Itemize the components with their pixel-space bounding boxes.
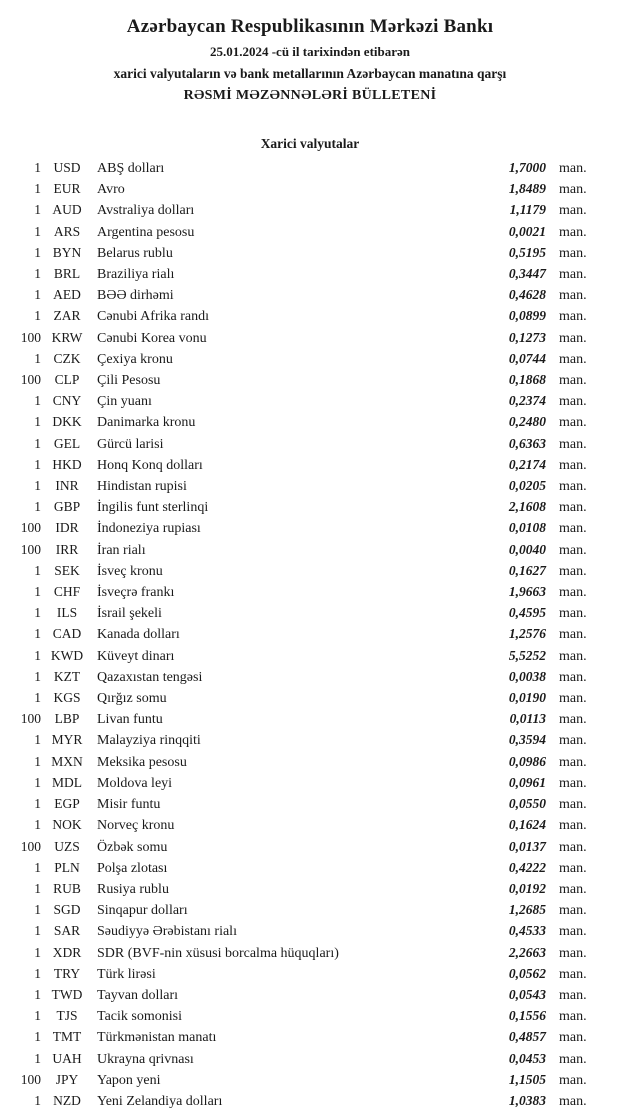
quantity-cell: 100	[20, 1071, 41, 1087]
table-row	[11, 773, 593, 794]
quantity-cell: 1	[34, 499, 41, 515]
quantity-cell: 1	[34, 774, 41, 790]
rate-value-cell: 1,2685	[508, 902, 546, 918]
currency-code-cell: HKD	[52, 456, 82, 472]
currency-name-cell: Tacik somonisi	[97, 1009, 182, 1025]
currency-code-cell: TRY	[53, 965, 81, 981]
rate-value-cell: 0,0192	[508, 880, 546, 896]
currency-name-cell: Türk lirəsi	[97, 966, 156, 982]
currency-code-cell: TMT	[52, 1029, 82, 1045]
unit-cell: man.	[559, 245, 587, 261]
bank-name-title: Azərbaycan Respublikasının Mərkəzi Bankı	[126, 16, 494, 37]
quantity-cell: 100	[20, 541, 41, 557]
currency-code-cell: BYN	[52, 244, 82, 260]
rate-value-cell: 0,4222	[508, 859, 546, 875]
currency-code-cell: INR	[55, 478, 79, 494]
rate-value-cell: 0,0744	[508, 350, 546, 366]
effective-date-line: 25.01.2024 -cü il tarixindən etibarən	[209, 44, 411, 59]
currency-name-cell: İran rialı	[97, 542, 146, 558]
currency-code-cell: MYR	[51, 732, 83, 748]
quantity-cell: 100	[20, 329, 41, 345]
table-row	[11, 624, 593, 645]
currency-name-cell: İndoneziya rupiası	[97, 521, 201, 537]
rate-value-cell: 0,4533	[508, 923, 546, 939]
table-row	[11, 709, 593, 730]
quantity-cell: 1	[34, 817, 41, 833]
rate-value-cell: 0,3447	[508, 266, 546, 282]
table-row	[11, 370, 593, 391]
scope-line: xarici valyutaların və bank metallarının Azərbaycan manatına qarşı	[113, 66, 507, 81]
table-row	[11, 646, 593, 667]
table-row	[11, 179, 593, 200]
currency-code-cell: KZT	[53, 668, 81, 684]
rate-value-cell: 0,0961	[508, 774, 546, 790]
rate-value-cell: 0,1556	[508, 1008, 546, 1024]
unit-cell: man.	[559, 839, 587, 855]
currency-name-cell: Meksika pesosu	[97, 754, 187, 770]
currency-name-cell: İsrail şekeli	[97, 606, 162, 622]
table-row	[11, 667, 593, 688]
rate-value-cell: 0,4628	[508, 287, 546, 303]
table-row	[11, 582, 593, 603]
quantity-cell: 100	[20, 372, 41, 388]
rate-value-cell: 1,8489	[508, 181, 546, 197]
rate-value-cell: 0,0453	[508, 1050, 546, 1066]
quantity-cell: 1	[34, 732, 41, 748]
currency-code-cell: BRL	[53, 266, 81, 282]
currency-name-cell: Misir funtu	[97, 797, 161, 813]
quantity-cell: 1	[34, 1092, 41, 1108]
unit-cell: man.	[559, 479, 587, 495]
currency-code-cell: CAD	[52, 626, 82, 642]
currency-name-cell: Qazaxıstan tengəsi	[97, 669, 203, 685]
quantity-cell: 1	[34, 880, 41, 896]
currency-name-cell: Rusiya rublu	[97, 881, 169, 897]
currency-name-cell: Çili Pesosu	[97, 373, 161, 389]
quantity-cell: 1	[34, 244, 41, 260]
currency-code-cell: NZD	[53, 1092, 81, 1108]
unit-cell: man.	[559, 733, 587, 749]
rate-value-cell: 0,1868	[508, 372, 546, 388]
quantity-cell: 1	[34, 478, 41, 494]
currency-code-cell: SEK	[54, 562, 80, 578]
currency-name-cell: BƏƏ dirhəmi	[97, 288, 174, 304]
currency-name-cell: Argentina pesosu	[97, 224, 195, 240]
table-row	[11, 688, 593, 709]
currency-name-cell: Malayziya rinqqiti	[97, 733, 201, 749]
quantity-cell: 1	[34, 690, 41, 706]
quantity-cell: 1	[34, 223, 41, 239]
currency-code-cell: PLN	[54, 859, 80, 875]
rate-value-cell: 0,0040	[508, 541, 546, 557]
table-row	[11, 349, 593, 370]
quantity-cell: 1	[34, 902, 41, 918]
table-row	[11, 285, 593, 306]
table-row	[11, 455, 593, 476]
currency-code-cell: MDL	[52, 774, 82, 790]
table-row	[11, 391, 593, 412]
rate-value-cell: 0,0899	[508, 308, 546, 324]
currency-code-cell: NOK	[52, 817, 82, 833]
unit-cell: man.	[559, 1009, 587, 1025]
quantity-cell: 1	[34, 923, 41, 939]
unit-cell: man.	[559, 606, 587, 622]
currency-name-cell: Özbək somu	[97, 839, 168, 855]
table-row	[11, 943, 593, 964]
currency-code-cell: EGP	[54, 796, 80, 812]
table-row	[11, 1070, 593, 1091]
currency-name-cell: Küveyt dinarı	[97, 648, 175, 664]
unit-cell: man.	[559, 860, 587, 876]
section-title-foreign-currencies: Xarici valyutalar	[260, 136, 360, 151]
unit-cell: man.	[559, 267, 587, 283]
quantity-cell: 100	[20, 520, 41, 536]
rate-value-cell: 0,0021	[508, 223, 546, 239]
currency-code-cell: LBP	[54, 711, 80, 727]
quantity-cell: 1	[34, 562, 41, 578]
currency-name-cell: Yeni Zelandiya dolları	[97, 1093, 223, 1109]
rate-value-cell: 1,7000	[508, 160, 546, 175]
quantity-cell: 1	[34, 668, 41, 684]
quantity-cell: 1	[34, 393, 41, 409]
quantity-cell: 1	[34, 266, 41, 282]
currency-name-cell: İsveçrə frankı	[97, 585, 175, 601]
currency-code-cell: JPY	[55, 1071, 79, 1087]
rate-value-cell: 0,0562	[508, 965, 546, 981]
rate-value-cell: 0,0108	[508, 520, 546, 536]
unit-cell: man.	[559, 542, 587, 558]
unit-cell: man.	[559, 161, 587, 176]
rate-value-cell: 0,4595	[508, 605, 546, 621]
currency-name-cell: Səudiyyə Ərəbistanı rialı	[97, 924, 237, 940]
bulletin-title: RƏSMİ MƏZƏNNƏLƏRİ BÜLLETENİ	[183, 88, 437, 103]
quantity-cell: 1	[34, 605, 41, 621]
unit-cell: man.	[559, 987, 587, 1003]
table-row	[11, 837, 593, 858]
currency-name-cell: Tayvan dolları	[97, 987, 179, 1003]
unit-cell: man.	[559, 966, 587, 982]
table-row	[11, 243, 593, 264]
currency-code-cell: TJS	[56, 1008, 78, 1024]
currency-name-cell: Çin yuanı	[97, 394, 152, 410]
unit-cell: man.	[559, 648, 587, 664]
unit-cell: man.	[559, 500, 587, 516]
table-row	[11, 879, 593, 900]
quantity-cell: 1	[34, 435, 41, 451]
quantity-cell: 100	[20, 838, 41, 854]
unit-cell: man.	[559, 563, 587, 579]
rate-value-cell: 0,2174	[508, 456, 546, 472]
rate-value-cell: 2,1608	[508, 499, 546, 515]
currency-name-cell: Danimarka kronu	[97, 415, 196, 431]
currency-code-cell: KWD	[50, 647, 84, 663]
quantity-cell: 1	[34, 584, 41, 600]
currency-code-cell: AED	[53, 287, 81, 303]
unit-cell: man.	[559, 924, 587, 940]
unit-cell: man.	[559, 309, 587, 325]
currency-code-cell: USD	[53, 160, 81, 175]
table-row	[11, 1027, 593, 1048]
currency-name-cell: ABŞ dolları	[97, 161, 165, 176]
currency-name-cell: Belarus rublu	[97, 245, 173, 261]
currency-code-cell: ILS	[56, 605, 78, 621]
table-row	[11, 434, 593, 455]
table-row	[11, 561, 593, 582]
quantity-cell: 1	[34, 944, 41, 960]
rate-value-cell: 1,0383	[508, 1092, 546, 1108]
currency-name-cell: Cənubi Afrika randı	[97, 309, 209, 325]
table-row	[11, 964, 593, 985]
table-row	[11, 497, 593, 518]
table-row	[11, 921, 593, 942]
currency-code-cell: MXN	[51, 753, 83, 769]
quantity-cell: 1	[34, 181, 41, 197]
unit-cell: man.	[559, 945, 587, 961]
currency-name-cell: Ukrayna qrivnası	[97, 1051, 194, 1067]
currency-name-cell: Honq Konq dolları	[97, 457, 203, 473]
currency-name-cell: Kanada dolları	[97, 627, 180, 643]
table-row	[11, 858, 593, 879]
table-row	[11, 900, 593, 921]
unit-cell: man.	[559, 881, 587, 897]
table-row	[11, 328, 593, 349]
unit-cell: man.	[559, 1051, 587, 1067]
quantity-cell: 1	[34, 753, 41, 769]
rate-value-cell: 0,6363	[508, 435, 546, 451]
currency-name-cell: Hindistan rupisi	[97, 479, 187, 495]
rate-value-cell: 0,0113	[509, 711, 546, 727]
table-row	[11, 412, 593, 433]
currency-code-cell: CZK	[53, 350, 81, 366]
quantity-cell: 1	[34, 1050, 41, 1066]
quantity-cell: 1	[34, 414, 41, 430]
unit-cell: man.	[559, 394, 587, 410]
currency-name-cell: SDR (BVF-nin xüsusi borcalma hüquqları)	[97, 945, 339, 961]
table-row	[11, 794, 593, 815]
currency-code-cell: TWD	[51, 986, 83, 1002]
currency-code-cell: KGS	[53, 690, 81, 706]
unit-cell: man.	[559, 351, 587, 367]
rate-value-cell: 0,1624	[508, 817, 546, 833]
rate-value-cell: 0,0986	[508, 753, 546, 769]
currency-code-cell: CNY	[52, 393, 82, 409]
unit-cell: man.	[559, 415, 587, 431]
rate-value-cell: 1,1179	[509, 202, 546, 218]
currency-name-cell: Norveç kronu	[97, 818, 175, 834]
unit-cell: man.	[559, 627, 587, 643]
rate-value-cell: 0,2374	[508, 393, 546, 409]
unit-cell: man.	[559, 330, 587, 346]
table-row	[11, 158, 593, 179]
currency-name-cell: Livan funtu	[97, 712, 163, 728]
rate-value-cell: 0,4857	[508, 1029, 546, 1045]
unit-cell: man.	[559, 457, 587, 473]
quantity-cell: 1	[34, 456, 41, 472]
rate-value-cell: 0,1273	[508, 329, 546, 345]
quantity-cell: 1	[34, 986, 41, 1002]
currency-code-cell: IDR	[55, 520, 79, 536]
unit-cell: man.	[559, 818, 587, 834]
table-row	[11, 264, 593, 285]
rate-value-cell: 0,3594	[508, 732, 546, 748]
table-row	[11, 752, 593, 773]
unit-cell: man.	[559, 712, 587, 728]
rate-value-cell: 0,1627	[508, 562, 546, 578]
currency-code-cell: IRR	[55, 541, 79, 557]
rate-value-cell: 0,0190	[508, 690, 546, 706]
quantity-cell: 1	[34, 287, 41, 303]
unit-cell: man.	[559, 224, 587, 240]
unit-cell: man.	[559, 691, 587, 707]
currency-code-cell: SAR	[53, 923, 81, 939]
unit-cell: man.	[559, 1072, 587, 1088]
currency-code-cell: ZAR	[53, 308, 81, 324]
currency-code-cell: ARS	[53, 223, 81, 239]
quantity-cell: 1	[34, 1008, 41, 1024]
rate-value-cell: 0,0543	[508, 986, 546, 1002]
currency-name-cell: Qırğız somu	[97, 691, 167, 707]
rate-value-cell: 0,0205	[508, 478, 546, 494]
currency-name-cell: Yapon yeni	[97, 1072, 161, 1088]
quantity-cell: 100	[20, 711, 41, 727]
currency-name-cell: Polşa zlotası	[97, 860, 168, 876]
rate-value-cell: 2,2663	[508, 944, 546, 960]
currency-code-cell: SGD	[53, 902, 81, 918]
rate-value-cell: 0,0137	[508, 838, 546, 854]
unit-cell: man.	[559, 436, 587, 452]
currency-name-cell: Çexiya kronu	[97, 351, 173, 367]
unit-cell: man.	[559, 288, 587, 304]
currency-name-cell: Sinqapur dolları	[97, 903, 188, 919]
currency-code-cell: RUB	[53, 880, 81, 896]
currency-code-cell: AUD	[52, 202, 82, 218]
rate-value-cell: 1,1505	[508, 1071, 546, 1087]
currency-code-cell: GEL	[53, 435, 81, 451]
quantity-cell: 1	[34, 626, 41, 642]
table-row	[11, 540, 593, 561]
table-row	[11, 476, 593, 497]
rate-value-cell: 1,2576	[508, 626, 546, 642]
quantity-cell: 1	[34, 160, 41, 175]
currency-code-cell: DKK	[52, 414, 82, 430]
unit-cell: man.	[559, 903, 587, 919]
unit-cell: man.	[559, 182, 587, 198]
currency-name-cell: Avstraliya dolları	[97, 203, 195, 219]
currency-name-cell: Avro	[97, 182, 125, 198]
currency-code-cell: EUR	[53, 181, 81, 197]
quantity-cell: 1	[34, 796, 41, 812]
table-row	[11, 1006, 593, 1027]
currency-code-cell: CHF	[53, 584, 81, 600]
quantity-cell: 1	[34, 308, 41, 324]
rate-value-cell: 5,5252	[508, 647, 546, 663]
quantity-cell: 1	[34, 350, 41, 366]
table-row	[11, 985, 593, 1006]
table-row	[11, 200, 593, 221]
unit-cell: man.	[559, 797, 587, 813]
currency-code-cell: XDR	[52, 944, 82, 960]
currency-code-cell: CLP	[54, 372, 80, 388]
currency-name-cell: İsveç kronu	[97, 563, 163, 579]
table-row	[11, 222, 593, 243]
quantity-cell: 1	[34, 1029, 41, 1045]
unit-cell: man.	[559, 521, 587, 537]
currency-name-cell: Moldova leyi	[97, 775, 173, 791]
table-row	[11, 1091, 593, 1112]
quantity-cell: 1	[34, 647, 41, 663]
rates-table	[0, 158, 620, 1112]
table-row	[11, 1049, 593, 1070]
currency-code-cell: UZS	[54, 838, 80, 854]
currency-name-cell: Türkmənistan manatı	[97, 1030, 217, 1046]
unit-cell: man.	[559, 1030, 587, 1046]
currency-name-cell: Gürcü larisi	[97, 436, 164, 452]
unit-cell: man.	[559, 669, 587, 685]
rate-value-cell: 1,9663	[508, 584, 546, 600]
currency-name-cell: Braziliya rialı	[97, 267, 175, 283]
rate-value-cell: 0,0550	[508, 796, 546, 812]
currency-name-cell: İngilis funt sterlinqi	[97, 500, 209, 516]
bulletin-header	[0, 0, 620, 107]
rate-value-cell: 0,0038	[508, 668, 546, 684]
currency-name-cell: Cənubi Korea vonu	[97, 330, 207, 346]
unit-cell: man.	[559, 203, 587, 219]
unit-cell: man.	[559, 373, 587, 389]
table-row	[11, 518, 593, 539]
currency-code-cell: UAH	[52, 1050, 82, 1066]
rate-value-cell: 0,5195	[508, 244, 546, 260]
currency-code-cell: KRW	[51, 329, 83, 345]
rate-value-cell: 0,2480	[508, 414, 546, 430]
unit-cell: man.	[559, 585, 587, 601]
currency-code-cell: GBP	[53, 499, 81, 515]
unit-cell: man.	[559, 775, 587, 791]
table-row	[11, 730, 593, 751]
unit-cell: man.	[559, 754, 587, 770]
table-row	[11, 306, 593, 327]
unit-cell: man.	[559, 1093, 587, 1109]
table-row	[11, 603, 593, 624]
quantity-cell: 1	[34, 859, 41, 875]
quantity-cell: 1	[34, 202, 41, 218]
quantity-cell: 1	[34, 965, 41, 981]
table-row	[11, 815, 593, 836]
